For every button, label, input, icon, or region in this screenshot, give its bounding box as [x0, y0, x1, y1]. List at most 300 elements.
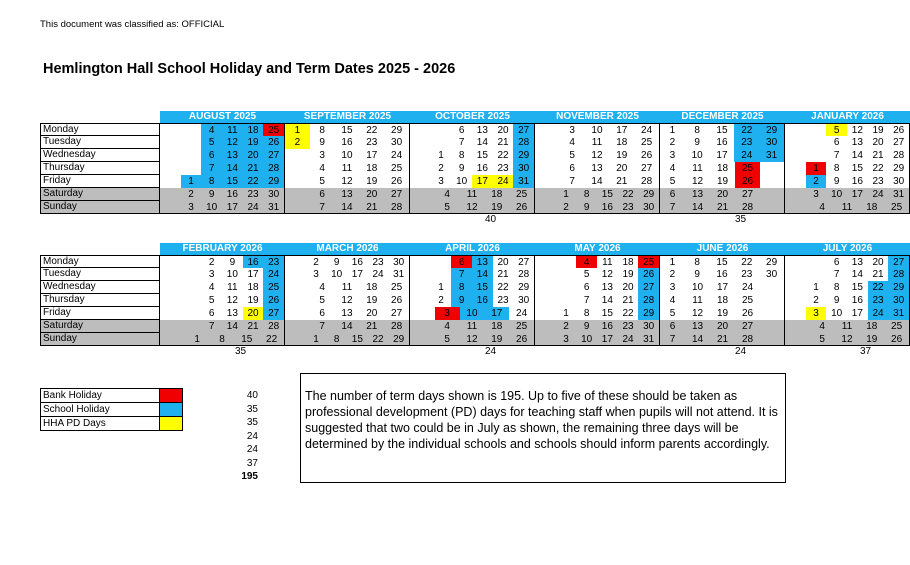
day-cell: 13 [341, 308, 353, 319]
day-cell: 11 [466, 321, 478, 332]
day-cell: 9 [833, 295, 840, 306]
day-cell: 20 [622, 282, 634, 293]
day-cell: 10 [226, 269, 238, 280]
day-cell: 4 [201, 124, 222, 136]
day-cell: 30 [268, 189, 280, 200]
day-cell: 20 [872, 257, 884, 268]
term-totals-row [40, 214, 910, 226]
day-cell: 5 [826, 124, 847, 136]
day-cell [181, 256, 202, 268]
day-cell: 14 [601, 295, 613, 306]
month-header: JANUARY 2026 [811, 111, 884, 122]
calendar-block-spring-summer [40, 243, 910, 358]
day-cell: 18 [616, 137, 628, 148]
day-cell: 15 [351, 334, 363, 345]
month-day-group [410, 188, 535, 201]
day-cell: 30 [893, 176, 905, 187]
day-cell: 6 [569, 163, 575, 174]
day-cell [410, 333, 435, 345]
day-cell: 18 [716, 163, 729, 174]
day-cell: 28 [391, 321, 403, 332]
day-cell [785, 188, 806, 201]
day-cell [410, 136, 431, 149]
day-cell: 14 [222, 162, 243, 175]
day-cell: 1 [806, 162, 827, 175]
day-cell: 22 [622, 189, 634, 200]
calendar-block-autumn-spring [40, 111, 910, 226]
weekday-label: Friday [40, 175, 160, 188]
day-cell: 9 [833, 176, 840, 187]
day-cell: 2 [285, 136, 310, 149]
day-cell: 7 [319, 321, 325, 332]
day-cell: 22 [872, 163, 884, 174]
day-cell: 7 [569, 176, 575, 187]
day-cell: 7 [208, 321, 215, 332]
day-cell: 8 [694, 257, 700, 268]
month-day-group [785, 162, 910, 175]
day-cell: 9 [583, 321, 590, 332]
day-cell [181, 268, 202, 281]
day-cell: 17 [716, 150, 728, 161]
month-day-group [660, 149, 785, 162]
day-cell: 23 [868, 294, 889, 307]
day-cell: 6 [458, 125, 465, 136]
month-day-group [160, 175, 285, 188]
day-cell [535, 281, 556, 294]
month-day-group [160, 281, 285, 294]
day-cell: 16 [716, 137, 728, 148]
day-cell: 11 [841, 202, 853, 213]
day-cell [556, 256, 577, 268]
day-cell [535, 124, 560, 136]
month-header-row [40, 243, 910, 255]
month-day-group [285, 281, 410, 294]
day-cell: 27 [263, 307, 284, 320]
day-cell: 19 [872, 125, 884, 136]
month-day-group [285, 333, 410, 346]
day-cell: 24 [391, 150, 403, 161]
day-cell: 29 [888, 281, 909, 294]
day-cell: 23 [741, 269, 753, 280]
day-cell: 10 [591, 125, 603, 136]
day-cell: 2 [438, 295, 444, 306]
day-cell: 2 [669, 137, 676, 148]
day-cell: 11 [692, 163, 703, 174]
weekday-row-friday [40, 307, 910, 320]
day-cell: 31 [268, 202, 280, 213]
day-cell: 26 [391, 295, 403, 306]
day-cell: 5 [569, 150, 575, 161]
day-cell: 14 [851, 269, 863, 280]
month-day-group [160, 268, 285, 281]
day-cell [410, 294, 431, 307]
day-cell: 30 [518, 295, 530, 306]
day-cell: 26 [516, 334, 528, 345]
day-cell: 3 [563, 334, 569, 345]
month-day-group [660, 255, 785, 268]
month-day-group [660, 188, 785, 201]
day-cell: 21 [716, 334, 729, 345]
day-cell [535, 175, 560, 188]
day-cell: 10 [331, 269, 343, 280]
day-cell: 12 [691, 308, 704, 319]
month-day-group [160, 294, 285, 307]
day-cell: 25 [891, 202, 903, 213]
day-cell: 5 [201, 136, 222, 149]
day-cell: 27 [391, 308, 403, 319]
day-cell: 12 [222, 136, 243, 149]
day-cell [785, 175, 806, 188]
day-cell [160, 307, 181, 320]
day-cell: 21 [616, 176, 628, 187]
day-cell: 25 [391, 163, 403, 174]
day-cell: 8 [451, 281, 472, 294]
day-cell: 27 [741, 189, 754, 200]
day-cell: 19 [716, 308, 729, 319]
day-cell: 23 [497, 295, 509, 306]
day-cell: 16 [851, 176, 863, 187]
day-cell [535, 136, 560, 149]
day-cell: 15 [601, 308, 613, 319]
weekday-label: Thursday [40, 162, 160, 175]
day-cell: 29 [393, 334, 405, 345]
weekday-label: Sunday [40, 201, 160, 214]
day-cell [181, 149, 202, 162]
day-cell: 1 [313, 334, 319, 345]
day-cell: 29 [638, 307, 659, 320]
day-cell: 21 [497, 269, 509, 280]
day-cell: 25 [735, 162, 760, 175]
term-days-count: 35 [735, 214, 747, 225]
day-cell: 4 [819, 321, 825, 332]
day-cell: 17 [716, 282, 729, 293]
day-cell: 20 [616, 163, 628, 174]
day-cell: 29 [766, 257, 778, 268]
month-header: NOVEMBER 2025 [556, 111, 639, 122]
day-cell: 17 [472, 175, 493, 188]
day-cell: 9 [229, 257, 236, 268]
month-day-group [535, 136, 660, 149]
day-cell: 11 [227, 282, 238, 293]
day-cell: 6 [208, 308, 215, 319]
day-cell: 18 [243, 124, 264, 136]
day-cell: 13 [591, 163, 603, 174]
day-cell: 12 [341, 176, 353, 187]
day-cell: 28 [268, 321, 280, 332]
day-cell: 25 [641, 137, 653, 148]
term-days-count: 37 [860, 346, 872, 357]
month-day-group [285, 268, 410, 281]
month-day-group [285, 149, 410, 162]
day-cell: 2 [669, 269, 676, 280]
day-cell: 25 [263, 281, 284, 294]
day-cell [410, 149, 431, 162]
header-spacer [40, 243, 160, 255]
day-cell: 10 [831, 189, 843, 200]
day-cell: 29 [893, 163, 905, 174]
day-cell: 11 [466, 189, 478, 200]
day-cell: 22 [266, 334, 278, 345]
day-cell [806, 149, 827, 162]
day-cell: 23 [622, 321, 634, 332]
legend-swatch [160, 417, 182, 430]
weekday-label: Saturday [40, 320, 160, 333]
day-cell: 6 [583, 282, 590, 293]
day-cell: 11 [341, 282, 353, 293]
day-cell: 17 [484, 307, 509, 320]
day-cell: 14 [476, 137, 488, 148]
day-cell: 4 [669, 295, 676, 306]
day-cell: 20 [497, 125, 509, 136]
day-cell: 13 [691, 189, 704, 200]
day-cell [160, 136, 181, 149]
day-cell: 19 [616, 150, 628, 161]
month-day-group [660, 307, 785, 320]
day-cell: 10 [581, 334, 593, 345]
day-cell: 11 [692, 295, 703, 306]
day-cell: 14 [851, 150, 863, 161]
weekday-label: Thursday [40, 294, 160, 307]
month-day-group [535, 268, 660, 281]
day-cell [285, 256, 306, 268]
day-cell: 23 [734, 136, 759, 149]
day-cell [410, 162, 431, 175]
day-cell: 12 [851, 125, 863, 136]
day-cell: 13 [691, 321, 704, 332]
day-cell: 3 [313, 269, 319, 280]
day-cell: 10 [206, 202, 218, 213]
day-cell [785, 320, 810, 333]
day-cell: 8 [201, 175, 222, 188]
day-cell [556, 281, 577, 294]
month-day-group [535, 255, 660, 268]
month-day-group [285, 255, 410, 268]
day-cell [785, 162, 806, 175]
day-cell: 5 [208, 295, 215, 306]
month-day-group [410, 268, 535, 281]
day-cell: 9 [319, 137, 325, 148]
month-header: MARCH 2026 [316, 243, 379, 254]
day-cell: 10 [341, 150, 353, 161]
day-cell: 16 [716, 269, 728, 280]
day-cell: 1 [438, 150, 444, 161]
day-cell: 19 [622, 269, 634, 280]
day-cell: 26 [638, 268, 659, 281]
term-total: 24 [246, 430, 258, 442]
term-total: 37 [246, 457, 258, 469]
day-cell: 1 [813, 282, 819, 293]
term-totals-row [40, 346, 910, 358]
day-cell [181, 294, 202, 307]
day-cell [785, 268, 806, 281]
day-cell [160, 281, 181, 294]
day-cell [535, 320, 556, 333]
day-cell [160, 188, 181, 201]
day-cell: 25 [516, 321, 528, 332]
month-day-group [785, 188, 910, 201]
day-cell: 9 [333, 257, 340, 268]
day-cell: 15 [476, 150, 488, 161]
term-days-count: 24 [485, 346, 497, 357]
day-cell: 5 [669, 308, 676, 319]
day-cell [181, 320, 202, 333]
day-cell: 24 [516, 308, 528, 319]
month-day-group [160, 320, 285, 333]
day-cell [160, 175, 181, 188]
month-day-group [785, 281, 910, 294]
day-cell: 24 [868, 307, 889, 320]
month-day-group [410, 307, 535, 320]
day-cell: 1 [285, 124, 310, 136]
term-total: 24 [246, 444, 258, 455]
month-header: OCTOBER 2025 [435, 111, 510, 122]
day-cell: 4 [444, 321, 450, 332]
day-cell: 27 [263, 149, 284, 162]
day-cell: 11 [222, 124, 243, 136]
day-cell [285, 268, 306, 281]
weekday-row-sunday [40, 201, 910, 214]
day-cell: 15 [472, 281, 493, 294]
day-cell: 30 [643, 321, 655, 332]
day-cell: 4 [669, 163, 676, 174]
day-cell: 1 [669, 125, 676, 136]
month-day-group [660, 136, 785, 149]
day-cell: 16 [243, 256, 264, 268]
day-cell: 1 [563, 189, 569, 200]
day-cell: 14 [591, 176, 603, 187]
day-cell: 1 [438, 282, 444, 293]
day-cell [785, 281, 806, 294]
day-cell: 4 [319, 282, 325, 293]
month-day-group [410, 136, 535, 149]
month-day-group [785, 123, 910, 136]
day-cell: 25 [263, 124, 284, 136]
day-cell: 8 [833, 163, 840, 174]
day-cell: 28 [741, 334, 754, 345]
month-day-group [535, 162, 660, 175]
day-cell: 17 [247, 269, 259, 280]
day-cell: 12 [226, 295, 238, 306]
day-cell: 3 [438, 176, 444, 187]
day-cell: 14 [691, 334, 704, 345]
day-cell: 5 [444, 202, 450, 213]
month-day-group [660, 175, 785, 188]
month-day-group [410, 162, 535, 175]
day-cell: 5 [583, 269, 590, 280]
day-cell: 28 [513, 136, 534, 149]
day-cell: 7 [319, 202, 325, 213]
weekday-row-thursday [40, 294, 910, 307]
day-cell [285, 188, 310, 201]
day-cell: 4 [569, 137, 575, 148]
month-day-group [785, 255, 910, 268]
month-day-group [410, 123, 535, 136]
day-cell: 23 [372, 257, 384, 268]
day-cell: 14 [691, 202, 704, 213]
weekday-label: Tuesday [40, 268, 160, 281]
month-day-group [410, 333, 535, 346]
day-cell: 24 [641, 125, 653, 136]
day-cell: 12 [841, 334, 853, 345]
day-cell: 16 [476, 163, 488, 174]
day-cell [285, 333, 306, 345]
day-cell [160, 268, 181, 281]
day-cell: 22 [243, 175, 264, 188]
day-cell: 9 [694, 269, 700, 280]
day-cell: 7 [669, 334, 676, 345]
day-cell: 21 [243, 162, 264, 175]
day-cell: 19 [247, 295, 259, 306]
day-cell: 18 [622, 257, 634, 268]
day-cell [535, 307, 556, 320]
month-day-group [785, 201, 910, 214]
month-day-group [660, 162, 785, 175]
day-cell: 26 [263, 294, 284, 307]
weekday-label: Monday [40, 255, 160, 268]
month-day-group [660, 123, 785, 136]
day-cell: 24 [622, 334, 634, 345]
month-day-group [785, 175, 910, 188]
day-cell: 6 [833, 257, 840, 268]
day-cell: 10 [460, 307, 485, 320]
day-cell [181, 136, 202, 149]
day-cell: 19 [491, 202, 503, 213]
month-day-group [285, 188, 410, 201]
day-cell: 13 [222, 149, 243, 162]
weekday-label: Wednesday [40, 281, 160, 294]
day-cell: 30 [393, 257, 405, 268]
day-cell [535, 294, 556, 307]
day-cell [431, 124, 452, 136]
day-cell [160, 320, 181, 333]
day-cell: 19 [243, 136, 264, 149]
day-cell: 21 [872, 150, 884, 161]
weekday-label: Friday [40, 307, 160, 320]
day-cell [535, 162, 560, 175]
month-day-group [160, 201, 285, 214]
day-cell: 29 [759, 124, 784, 136]
day-cell: 13 [226, 308, 238, 319]
day-cell: 14 [226, 321, 238, 332]
day-cell: 26 [516, 202, 528, 213]
day-cell: 2 [563, 321, 569, 332]
day-cell [410, 256, 431, 268]
classification-label: This document was classified as: OFFICIAL [40, 19, 225, 30]
day-cell: 12 [466, 334, 478, 345]
day-cell [181, 162, 202, 175]
day-cell: 9 [694, 137, 700, 148]
day-cell: 12 [591, 150, 603, 161]
day-cell: 30 [643, 202, 655, 213]
legend-swatch [160, 389, 182, 402]
day-cell: 20 [872, 137, 884, 148]
day-cell: 9 [583, 202, 590, 213]
month-day-group [535, 307, 660, 320]
legend [40, 388, 183, 431]
day-cell: 6 [319, 189, 325, 200]
weekday-row-friday [40, 175, 910, 188]
day-cell: 27 [513, 124, 534, 136]
day-cell [410, 201, 435, 213]
day-cell: 18 [366, 163, 378, 174]
day-cell: 24 [734, 149, 759, 162]
legend-row-school-holiday [41, 403, 182, 417]
day-cell: 6 [833, 137, 840, 148]
day-cell: 9 [451, 294, 472, 307]
day-cell: 10 [691, 150, 703, 161]
weekday-row-wednesday [40, 281, 910, 294]
day-cell: 31 [893, 189, 905, 200]
